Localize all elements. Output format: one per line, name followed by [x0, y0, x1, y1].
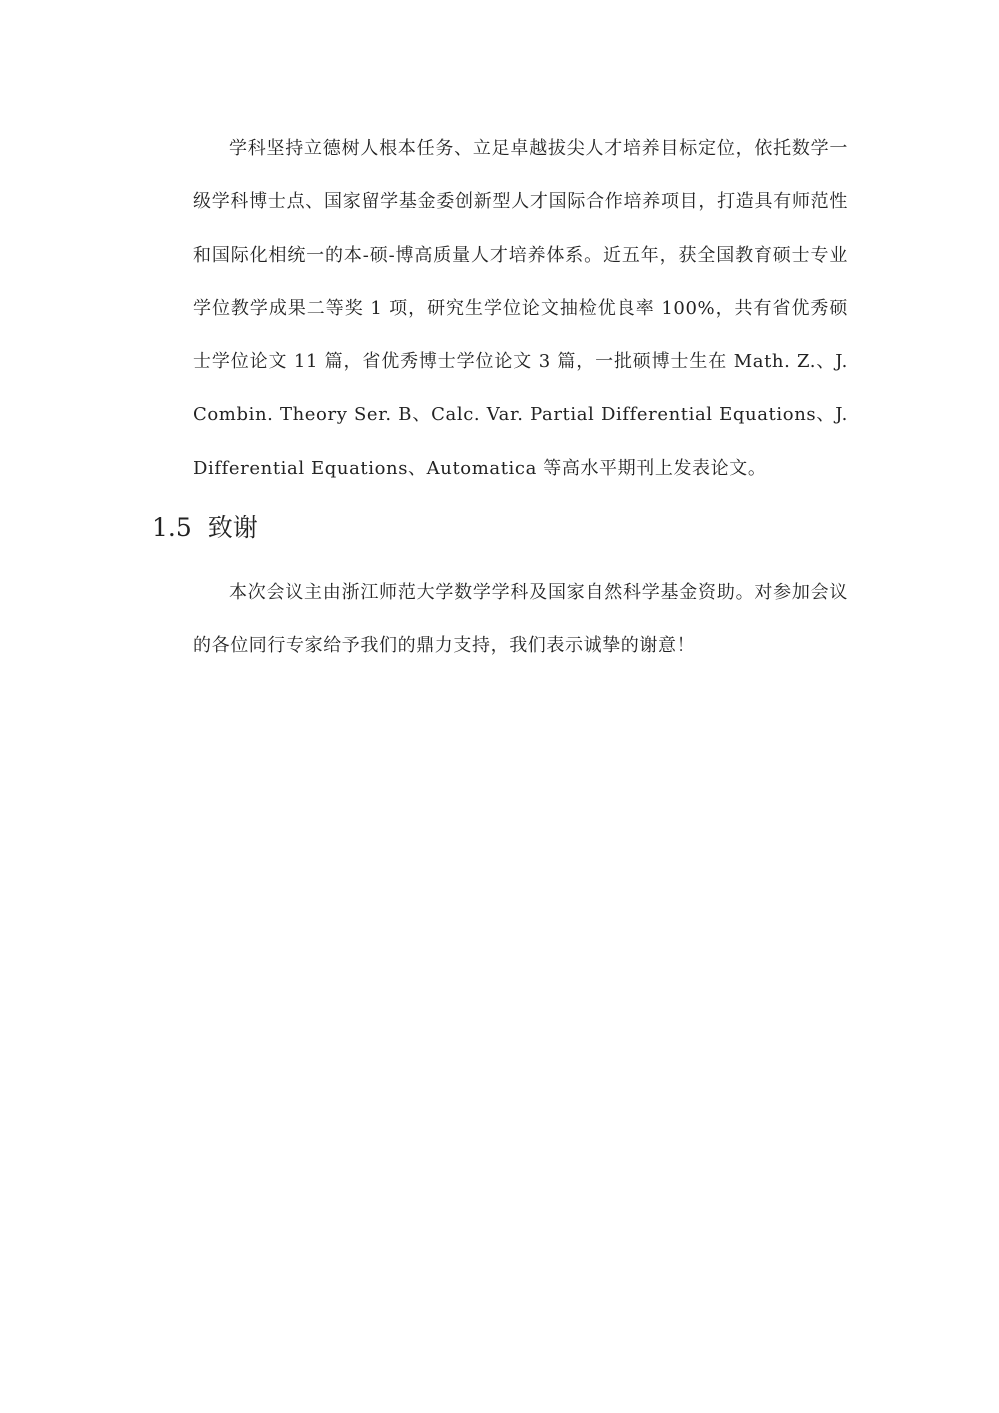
- section-heading: [152, 508, 258, 548]
- section-title: 致谢: [207, 513, 258, 542]
- acknowledgement-paragraph: 本次会议主由浙江师范大学数学学科及国家自然科学基金资助。对参加会议的各位同行专家给予我们的鼎力支持，我们表示诚挚的谢意！: [193, 582, 848, 657]
- training-system-paragraph: 学科坚持立德树人根本任务、立足卓越拔尖人才培养目标定位，依托数学一级学科博士点、国家留学基金委创新型人才国际合作培养项目，打造具有师范性和国际化相统一的本-硕-博高质量人才培养体系。近五年，获全国教育硕士专业学位教学成果二等奖 1 项，研究生学位论文抽检优良率 100%，共有省优秀硕士学位论文 11 篇，省优秀博士学位论文 3 篇，一批硕博士生在 Math. Z.、J. Combin. Theory Ser. B、Calc. Var. Partial Differential Equations、J. Differential Equations、Automatica 等高水平期刊上发表论文。: [193, 138, 848, 479]
- section-number: 1.5: [152, 513, 192, 542]
